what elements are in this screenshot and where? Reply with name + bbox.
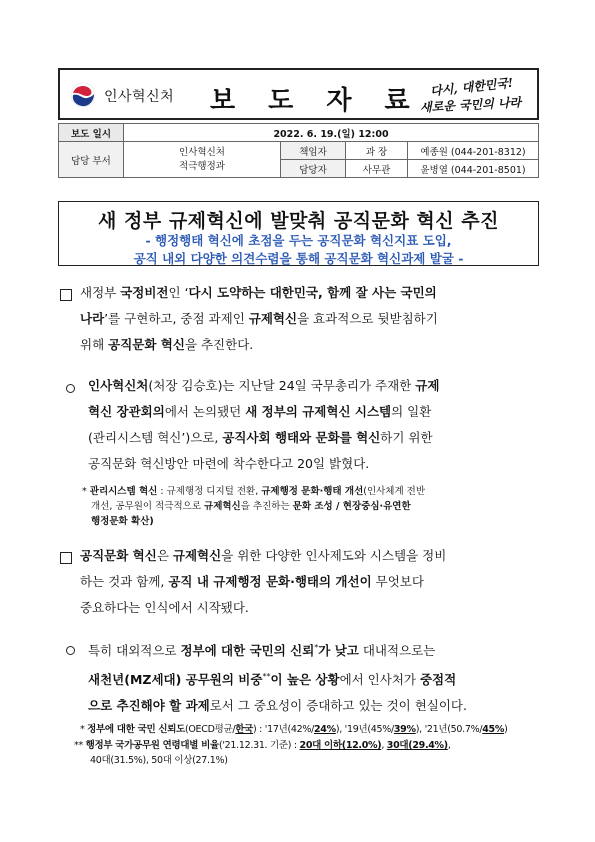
- text: 특히 대외적으로: [88, 643, 181, 659]
- dept-name-line2: 적극행정과: [179, 160, 225, 172]
- text: 가 낮고: [318, 643, 359, 659]
- text: 다시 도약하는 대한민국, 함께 잘 사는 국민의: [188, 285, 437, 300]
- text: 에서 논의됐던: [164, 404, 246, 419]
- text: 으로 추진해야 할 과제: [88, 698, 210, 714]
- text: ) : '17년(42%/: [253, 724, 314, 735]
- text: 새 정부의 규제혁신 시스템: [245, 404, 392, 419]
- footnote-1: [82, 484, 542, 529]
- text: 행정문화 확산): [91, 516, 154, 527]
- role1-label: 책임자: [281, 142, 346, 160]
- text: 을 추진하는: [240, 501, 293, 512]
- footnote-2: [80, 722, 542, 737]
- text: 새정부: [80, 285, 121, 300]
- role2-label: 담당자: [281, 160, 346, 178]
- text: 개선, 공무원이 적극적으로: [91, 501, 205, 512]
- text: 공직 내 규제행정 문화·행태의 개선이: [168, 574, 372, 589]
- role1-title: 과 장: [346, 142, 408, 160]
- text: 공직문화 혁신: [80, 548, 157, 563]
- paragraph-1: [80, 283, 540, 355]
- role2-title: 사무관: [346, 160, 408, 178]
- circle-bullet-icon: [66, 646, 75, 655]
- text: 40대(31.5%), 50대 이상(27.1%): [90, 755, 228, 766]
- release-label: 보도 일시: [59, 124, 124, 142]
- taegeuk-logo-icon: [70, 82, 96, 108]
- square-bullet-icon: [60, 289, 72, 301]
- text: **: [74, 740, 86, 751]
- circle-bullet-icon: [66, 384, 75, 393]
- text: (관리시스템 혁신’)으로,: [88, 430, 223, 445]
- paragraph-3: [80, 546, 540, 618]
- text: 을 위한 다양한 인사제도와 시스템을 정비: [221, 548, 447, 563]
- text: 혁신 장관회의: [88, 404, 165, 419]
- text: (OECD평균/: [184, 724, 236, 735]
- text: 정부에 대한 국민의 신뢰: [180, 643, 315, 659]
- text: 39%: [393, 724, 416, 735]
- text: ,: [381, 740, 387, 751]
- footnote-marker: *: [314, 643, 319, 652]
- text: 관리시스템 혁신: [89, 486, 158, 497]
- text: 한국: [235, 724, 254, 735]
- text: ’를 구현하고, 중점 과제인: [104, 311, 249, 326]
- text: 새천년(MZ세대) 공무원의 비중: [88, 672, 263, 688]
- text: 24%: [313, 724, 336, 735]
- text: 정부에 대한 국민 신뢰도: [87, 724, 185, 735]
- text: 인 ‘: [168, 285, 189, 300]
- text: ): [504, 724, 508, 735]
- text: 공직문화 혁신방안 마련에 착수한다고 20일 밝혔다.: [88, 456, 370, 471]
- text: 국정비전: [120, 285, 169, 300]
- text: 은: [156, 548, 173, 563]
- footnote-3: [74, 738, 542, 768]
- text: 이 높은 상황: [270, 672, 340, 688]
- text: ('21.12.31. 기준) :: [218, 740, 300, 751]
- release-datetime: 2022. 6. 19.(일) 12:00: [124, 124, 539, 142]
- text: 을 효과적으로 뒷받침하기: [297, 311, 438, 326]
- text: 규제: [415, 378, 440, 393]
- text: 의 일환: [391, 404, 432, 419]
- paragraph-4: [88, 638, 540, 716]
- text: ), '19년(45%/: [335, 724, 394, 735]
- text: 나라: [80, 311, 105, 326]
- text: 대내적으로는: [358, 643, 436, 659]
- headline-subtitle-2: 공직 내외 다양한 의견수렴을 통해 공직문화 혁신과제 발굴 -: [133, 251, 464, 266]
- role2-contact: 윤병열 (044-201-8501): [408, 160, 539, 178]
- text: (처장 김승호)는 지난달 24일 국무총리가 주재한: [148, 378, 416, 393]
- text: 20대 이하(12.0%): [299, 740, 382, 751]
- dept-name: [124, 142, 281, 178]
- text: 문화 조성 / 현장중심·유연한: [292, 501, 411, 512]
- slogan-line-2: 새로운 국민의 나라: [419, 95, 522, 115]
- text: 30대(29.4%): [386, 740, 448, 751]
- headline-subtitle-1: - 행정행태 혁신에 초점을 두는 공직문화 혁신지표 도입,: [145, 233, 452, 248]
- square-bullet-icon: [60, 552, 72, 564]
- dept-name-line1: 인사혁신처: [179, 146, 225, 158]
- press-release-title: 보 도 자 료: [210, 86, 422, 116]
- text: 중점적: [419, 672, 457, 688]
- text: 에서 인사처가: [339, 672, 420, 688]
- text: 45%: [482, 724, 505, 735]
- text: (인사체계 전반: [363, 486, 426, 497]
- text: 규제혁신: [172, 548, 222, 563]
- text: 규제행정 문화·행태 개선: [261, 486, 364, 497]
- org-name: 인사혁신처: [104, 89, 175, 105]
- text: 인사혁신처: [88, 378, 149, 393]
- text: 무엇보다: [371, 574, 424, 589]
- text: ,: [447, 740, 451, 751]
- text: 행정부 국가공무원 연령대별 비율: [85, 740, 219, 751]
- text: 을 추진한다.: [184, 337, 254, 352]
- text: 공직사회 행태와 문화를 혁신: [222, 430, 381, 445]
- text: 중요하다는 인식에서 시작됐다.: [80, 600, 249, 615]
- text: : 규제행정 디지털 전환,: [157, 486, 262, 497]
- paragraph-2: [88, 376, 540, 474]
- dept-label: 담당 부서: [59, 142, 124, 178]
- text: 하는 것과 함께,: [80, 574, 169, 589]
- text: 위해: [80, 337, 109, 352]
- text: 로서 그 중요성이 증대하고 있는 것이 현실이다.: [209, 698, 467, 714]
- text: *: [80, 724, 88, 735]
- text: 하기 위한: [380, 430, 433, 445]
- text: 규제혁신: [248, 311, 298, 326]
- role1-contact: 예종원 (044-201-8312): [408, 142, 539, 160]
- slogan-line-1: 다시, 대한민국!: [429, 75, 514, 99]
- text: 규제혁신: [204, 501, 241, 512]
- headline-title: 새 정부 규제혁신에 발맞춰 공직문화 혁신 추진: [98, 210, 499, 232]
- release-info-table: [58, 123, 539, 178]
- text: ), '21년(50.7%/: [415, 724, 483, 735]
- text: *: [82, 486, 90, 497]
- text: 공직문화 혁신: [108, 337, 185, 352]
- footnote-marker: **: [262, 672, 271, 682]
